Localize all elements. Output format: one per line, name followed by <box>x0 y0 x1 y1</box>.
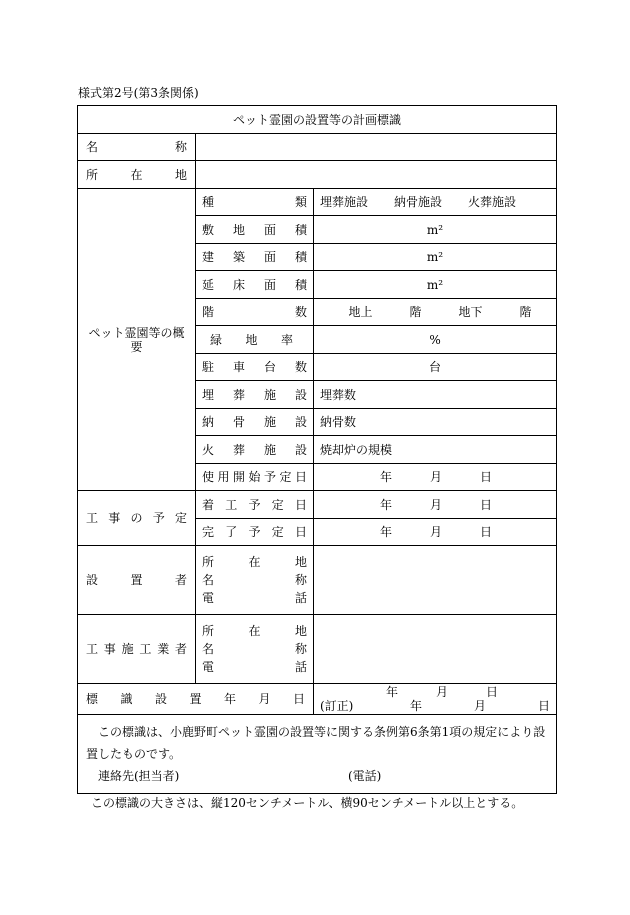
unit-m2: m² <box>426 222 444 237</box>
installer-items <box>196 546 314 615</box>
date-day: 日 <box>480 525 493 539</box>
date-year: 年 <box>380 470 393 484</box>
date-year: 年 <box>386 685 399 699</box>
unit-m2: m² <box>426 277 444 292</box>
row-label-construction: 工事の予定 <box>78 491 196 546</box>
form-title: ペット霊園の設置等の計画標識 <box>78 106 557 134</box>
type-value-cell[interactable] <box>314 189 557 216</box>
unit-m2: m² <box>426 250 444 264</box>
party-name: 名称 <box>202 573 307 587</box>
row-label-sign-date: 標識設置年月日 <box>78 684 314 715</box>
burial-count-label: 埋葬数 <box>320 387 357 402</box>
type-ossuary: 納骨施設 <box>394 195 443 209</box>
item-floor-area: 延床面積 <box>196 271 314 299</box>
dai-unit: 台 <box>429 360 442 374</box>
item-floors: 階数 <box>196 299 314 326</box>
contractor-items <box>196 615 314 684</box>
date-day: 日 <box>486 685 499 699</box>
date-year: 年 <box>410 699 423 713</box>
item-start-use: 使用開始予定日 <box>196 464 314 491</box>
cremation-cell[interactable] <box>314 436 557 464</box>
date-month: 月 <box>430 470 443 484</box>
party-location: 所在地 <box>202 624 307 638</box>
sign-date-cell[interactable] <box>314 684 557 715</box>
floors-cell[interactable] <box>314 299 557 326</box>
notice-text: この標識は、小鹿野町ペット霊園の設置等に関する条例第6条第1項の規定により設置したものです。 <box>86 725 546 761</box>
building-area-cell[interactable] <box>314 244 557 271</box>
installer-value-cell[interactable] <box>314 546 557 615</box>
party-name: 名称 <box>202 642 307 656</box>
green-rate-cell[interactable] <box>314 326 557 354</box>
floors-kai-1: 階 <box>409 305 422 319</box>
floors-kai-2: 階 <box>519 305 532 319</box>
row-label-installer: 設置者 <box>78 546 196 615</box>
revision-label: (訂正) <box>320 699 354 713</box>
type-cremation: 火葬施設 <box>468 195 517 209</box>
construction-complete-date-cell[interactable] <box>314 519 557 546</box>
row-label-overview: ペット霊園等の概要 <box>78 189 196 491</box>
sign-form-table <box>77 105 557 794</box>
location-value-cell[interactable] <box>196 161 557 189</box>
row-label-location: 所在地 <box>78 161 196 189</box>
date-month: 月 <box>430 525 443 539</box>
percent-unit: % <box>429 332 441 347</box>
party-location: 所在地 <box>202 555 307 569</box>
date-day: 日 <box>480 470 493 484</box>
start-use-date-cell[interactable] <box>314 464 557 491</box>
date-month: 月 <box>430 497 443 512</box>
notice-cell <box>78 715 557 794</box>
item-green-rate: 緑地率 <box>196 326 314 354</box>
row-label-contractor: 工事施工業者 <box>78 615 196 684</box>
item-cremation: 火葬施設 <box>196 436 314 464</box>
phone-label: (電話) <box>348 769 382 783</box>
contractor-value-cell[interactable] <box>314 615 557 684</box>
floor-area-cell[interactable] <box>314 271 557 299</box>
date-day: 日 <box>480 497 493 512</box>
date-day: 日 <box>538 699 551 713</box>
burial-cell[interactable] <box>314 381 557 409</box>
ossuary-count-label: 納骨数 <box>320 415 357 429</box>
item-burial: 埋葬施設 <box>196 381 314 409</box>
parking-cell[interactable] <box>314 354 557 381</box>
date-year: 年 <box>380 497 393 512</box>
construction-start-date-cell[interactable] <box>314 491 557 519</box>
form-caption: 様式第2号(第3条関係) <box>78 86 199 100</box>
size-footnote: この標識の大きさは、縦120センチメートル、横90センチメートル以上とする。 <box>91 796 524 810</box>
floors-below: 地下 <box>458 305 483 319</box>
site-area-cell[interactable] <box>314 216 557 244</box>
row-label-name: 名称 <box>78 134 196 161</box>
party-phone: 電話 <box>202 660 307 674</box>
date-year: 年 <box>380 525 393 539</box>
date-month: 月 <box>474 699 487 713</box>
item-type: 種類 <box>196 189 314 216</box>
floors-above: 地上 <box>348 305 373 319</box>
ossuary-cell[interactable] <box>314 409 557 436</box>
date-month: 月 <box>436 685 449 699</box>
item-parking: 駐車台数 <box>196 354 314 381</box>
item-ossuary: 納骨施設 <box>196 409 314 436</box>
item-construction-start: 着工予定日 <box>196 491 314 519</box>
contact-label: 連絡先(担当者) <box>98 769 180 783</box>
party-phone: 電話 <box>202 591 307 605</box>
type-burial: 埋葬施設 <box>320 195 369 209</box>
item-site-area: 敷地面積 <box>196 216 314 244</box>
name-value-cell[interactable] <box>196 134 557 161</box>
item-construction-complete: 完了予定日 <box>196 519 314 546</box>
furnace-scale-label: 焼却炉の規模 <box>320 442 393 457</box>
item-building-area: 建築面積 <box>196 244 314 271</box>
